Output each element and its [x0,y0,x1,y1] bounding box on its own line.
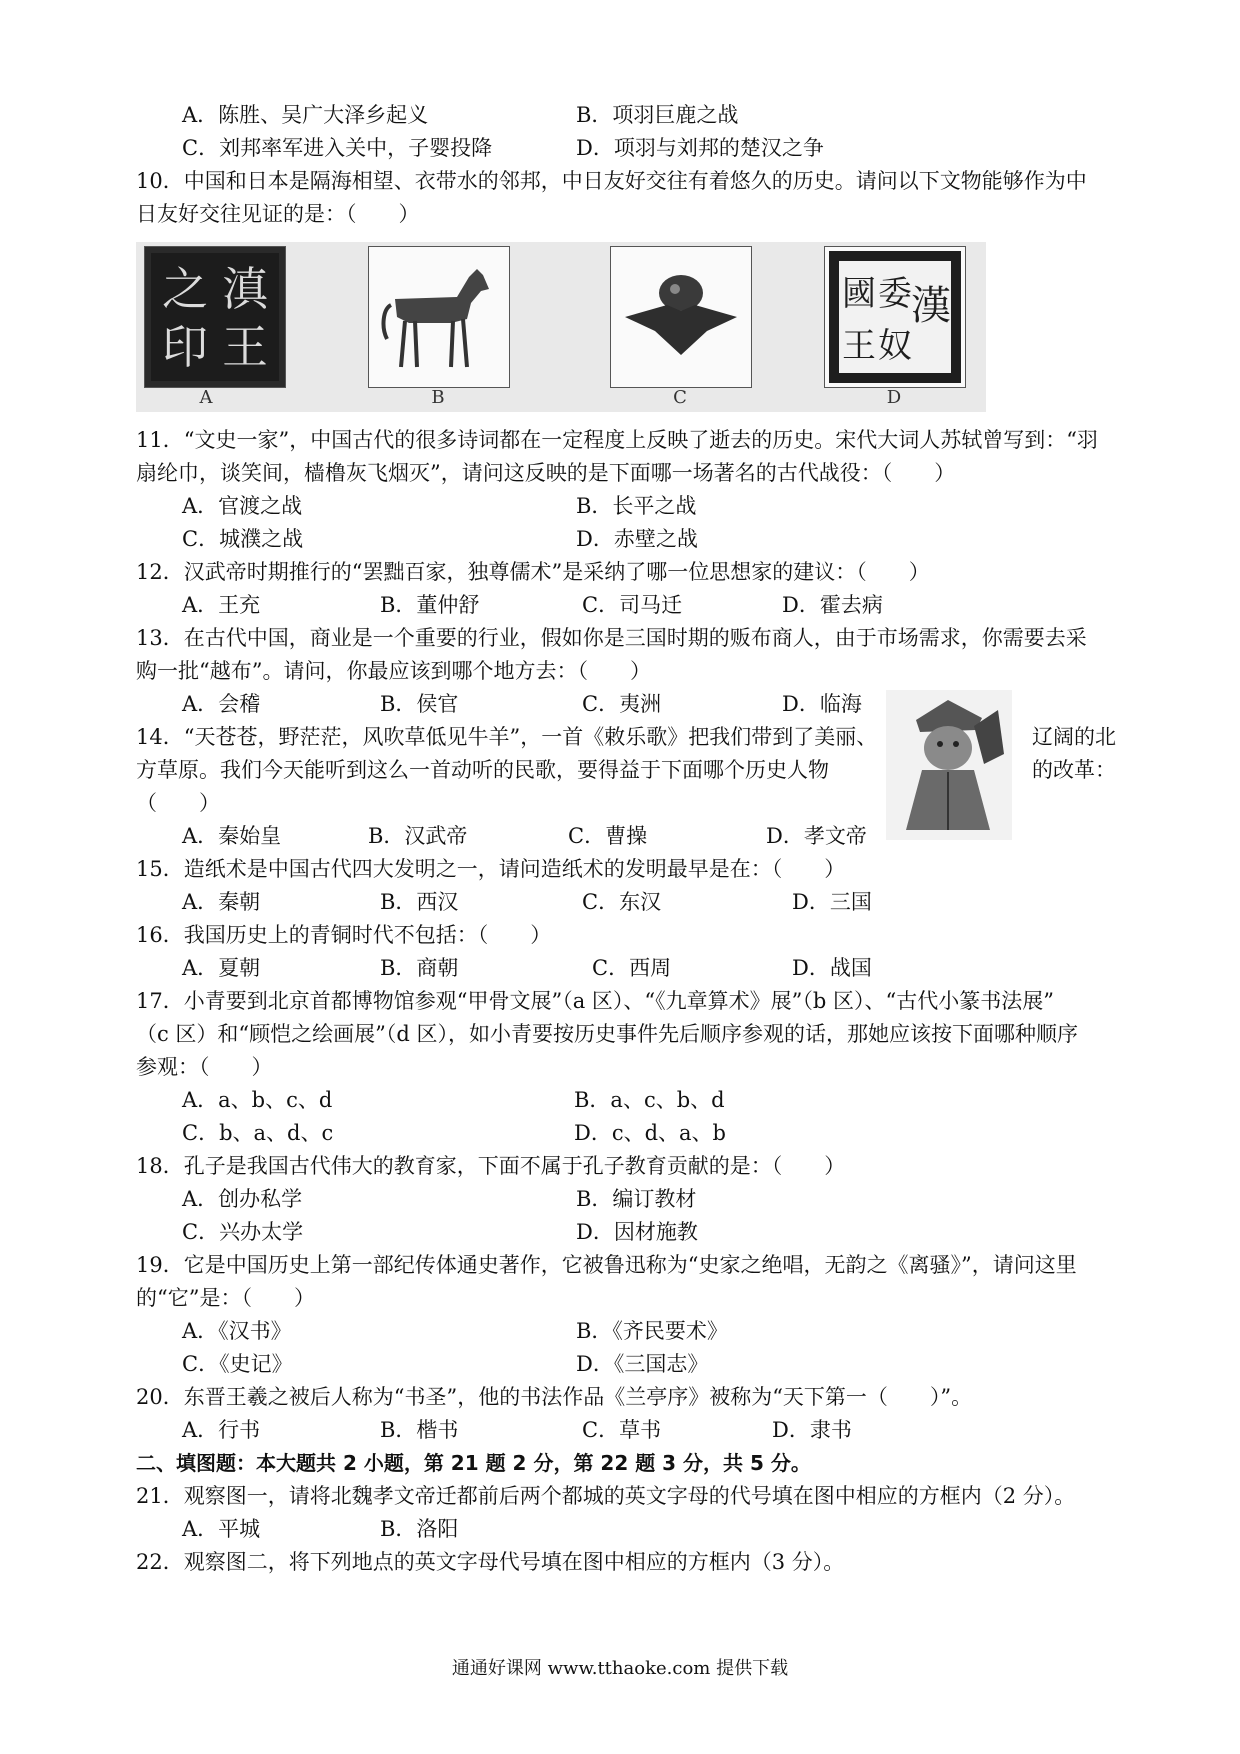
q17-stem-line3: 参观：（ ） [136,1055,273,1079]
q17-stem-line1: 17．小青要到北京首都博物馆参观“甲骨文展”（a 区）、“《九章算术》展”（b 区）、“古代小篆书法展” [136,989,1054,1013]
seal-d-char-3: 奴 [878,326,912,366]
seal-d-char-4: 國 [842,274,876,314]
q17-option-b: B．a、c、b、d [574,1088,725,1112]
seal-a-char-1: 滇 [222,262,268,316]
q15-option-b: B．西汉 [380,890,459,914]
q19-option-c: C．《史记》 [182,1352,293,1376]
q12-option-a: A．王充 [182,593,261,617]
q15-option-a: A．秦朝 [182,890,261,914]
q16-option-d: D．战国 [792,956,872,980]
q13-stem-line2: 购一批“越布”。请问，你最应该到哪个地方去：（ ） [136,659,651,683]
figure-label-d: D [886,387,902,408]
q14-option-a: A．秦始皇 [182,824,282,848]
q12-option-c: C．司马迁 [582,593,683,617]
q18-option-b: B．编订教材 [576,1187,697,1211]
q16-option-a: A．夏朝 [182,956,261,980]
q11-option-c: C．城濮之战 [182,527,304,551]
q20-option-c: C．草书 [582,1418,662,1442]
seal-a-char-3: 之 [162,262,208,316]
q12-option-b: B．董仲舒 [380,593,480,617]
q13-stem-line1: 13．在古代中国，商业是一个重要的行业，假如你是三国时期的贩布商人，由于市场需求，你需要去采 [136,626,1087,650]
q20-option-a: A．行书 [182,1418,261,1442]
q9-option-a: A．陈胜、吴广大泽乡起义 [182,103,429,127]
q11-option-b: B．长平之战 [576,494,697,518]
q19-stem-line2: 的“它”是：（ ） [136,1286,315,1310]
q18-option-c: C．兴办太学 [182,1220,304,1244]
seal-d-char-5: 王 [842,326,876,366]
q15-stem: 15．造纸术是中国古代四大发明之一，请问造纸术的发明最早是在：（ ） [136,857,846,881]
q20-stem: 20．东晋王羲之被后人称为“书圣”，他的书法作品《兰亭序》被称为“天下第一（ ）”。 [136,1385,973,1409]
q13-option-b: B．侯官 [380,692,459,716]
seal-a-image [144,246,286,388]
q18-stem: 18．孔子是我国古代伟大的教育家，下面不属于孔子教育贡献的是：（ ） [136,1154,846,1178]
q9-option-d: D．项羽与刘邦的楚汉之争 [576,136,824,160]
q22-stem: 22．观察图二，将下列地点的英文字母代号填在图中相应的方框内（3 分）。 [136,1550,845,1574]
q10-figure-row [136,242,986,412]
q16-option-c: C．西周 [592,956,672,980]
q14-stem-line2-right: 的改革： [1032,758,1116,782]
q17-option-a: A．a、b、c、d [182,1088,333,1112]
q17-option-c: C．b、a、d、c [182,1121,334,1145]
bronze-horse-image [368,246,510,388]
q19-option-b: B．《齐民要术》 [576,1319,728,1343]
q14-stem-line1-right: 辽阔的北 [1032,725,1116,749]
q10-stem-line1: 10．中国和日本是隔海相望、衣带水的邻邦，中日友好交往有着悠久的历史。请问以下文物能够作为中 [136,169,1087,193]
q21-option-b: B．洛阳 [380,1517,459,1541]
q20-option-b: B．楷书 [380,1418,459,1442]
figure-label-c: C [673,387,687,408]
q14-option-d: D．孝文帝 [766,824,867,848]
figure-label-b: B [431,387,445,408]
q14-option-b: B．汉武帝 [368,824,468,848]
seal-a-char-2: 王 [222,320,268,374]
q12-option-d: D．霍去病 [782,593,883,617]
q13-option-a: A．会稽 [182,692,261,716]
figure-label-a: A [199,387,213,408]
page-footer: 通通好课网 www.tthaoke.com 提供下载 [451,1658,789,1679]
q9-option-c: C．刘邦率军进入关中，子婴投降 [182,136,493,160]
q11-stem-line1: 11．“文史一家”，中国古代的很多诗词都在一定程度上反映了逝去的历史。宋代大词人苏轼曾写到：“羽 [136,428,1098,452]
q13-option-c: C．夷洲 [582,692,662,716]
q19-option-a: A．《汉书》 [182,1319,292,1343]
seal-d-char-1: 漢 [911,283,951,329]
emperor-portrait-image [886,690,1012,840]
q15-option-c: C．东汉 [582,890,662,914]
q20-option-d: D．隶书 [772,1418,852,1442]
q11-stem-line2: 扇纶巾，谈笑间，樯橹灰飞烟灭”，请问这反映的是下面哪一场著名的古代战役：（ ） [136,461,956,485]
q19-option-d: D．《三国志》 [576,1352,709,1376]
q14-option-c: C．曹操 [568,824,648,848]
q19-stem-line1: 19．它是中国历史上第一部纪传体通史著作，它被鲁迅称为“史家之绝唱，无韵之《离骚》”，请问这里 [136,1253,1077,1277]
q16-option-b: B．商朝 [380,956,459,980]
q14-stem-line3: （ ） [136,791,220,815]
q11-option-a: A．官渡之战 [182,494,303,518]
q21-option-a: A．平城 [182,1517,261,1541]
artifact-c-image [610,246,752,388]
q17-option-d: D．c、d、a、b [574,1121,727,1145]
q13-option-d: D．临海 [782,692,862,716]
q10-stem-line2: 日友好交往见证的是：（ ） [136,202,420,226]
seal-d-image [824,246,966,388]
q18-option-d: D．因材施教 [576,1220,698,1244]
q14-stem-line1-left: 14．“天苍苍，野茫茫，风吹草低见牛羊”，一首《敕乐歌》把我们带到了美丽、 [136,725,878,749]
seal-d-char-2: 委 [878,274,912,314]
q14-stem-line2-left: 方草原。我们今天能听到这么一首动听的民歌，要得益于下面哪个历史人物 [136,758,829,782]
q17-stem-line2: （c 区）和“顾恺之绘画展”（d 区），如小青要按历史事件先后顺序参观的话，那她应该按下面哪种顺序 [136,1022,1079,1046]
q11-option-d: D．赤壁之战 [576,527,698,551]
section-2-heading: 二、填图题：本大题共 2 小题，第 21 题 2 分，第 22 题 3 分，共 5 分。 [136,1451,811,1475]
q12-stem: 12．汉武帝时期推行的“罢黜百家，独尊儒术”是采纳了哪一位思想家的建议：（ ） [136,560,930,584]
q16-stem: 16．我国历史上的青铜时代不包括：（ ） [136,923,552,947]
q21-stem: 21．观察图一，请将北魏孝文帝迁都前后两个都城的英文字母的代号填在图中相应的方框内（2 分）。 [136,1484,1076,1508]
q18-option-a: A．创办私学 [182,1187,303,1211]
q15-option-d: D．三国 [792,890,872,914]
seal-a-char-4: 印 [162,320,208,374]
q9-option-b: B．项羽巨鹿之战 [576,103,739,127]
